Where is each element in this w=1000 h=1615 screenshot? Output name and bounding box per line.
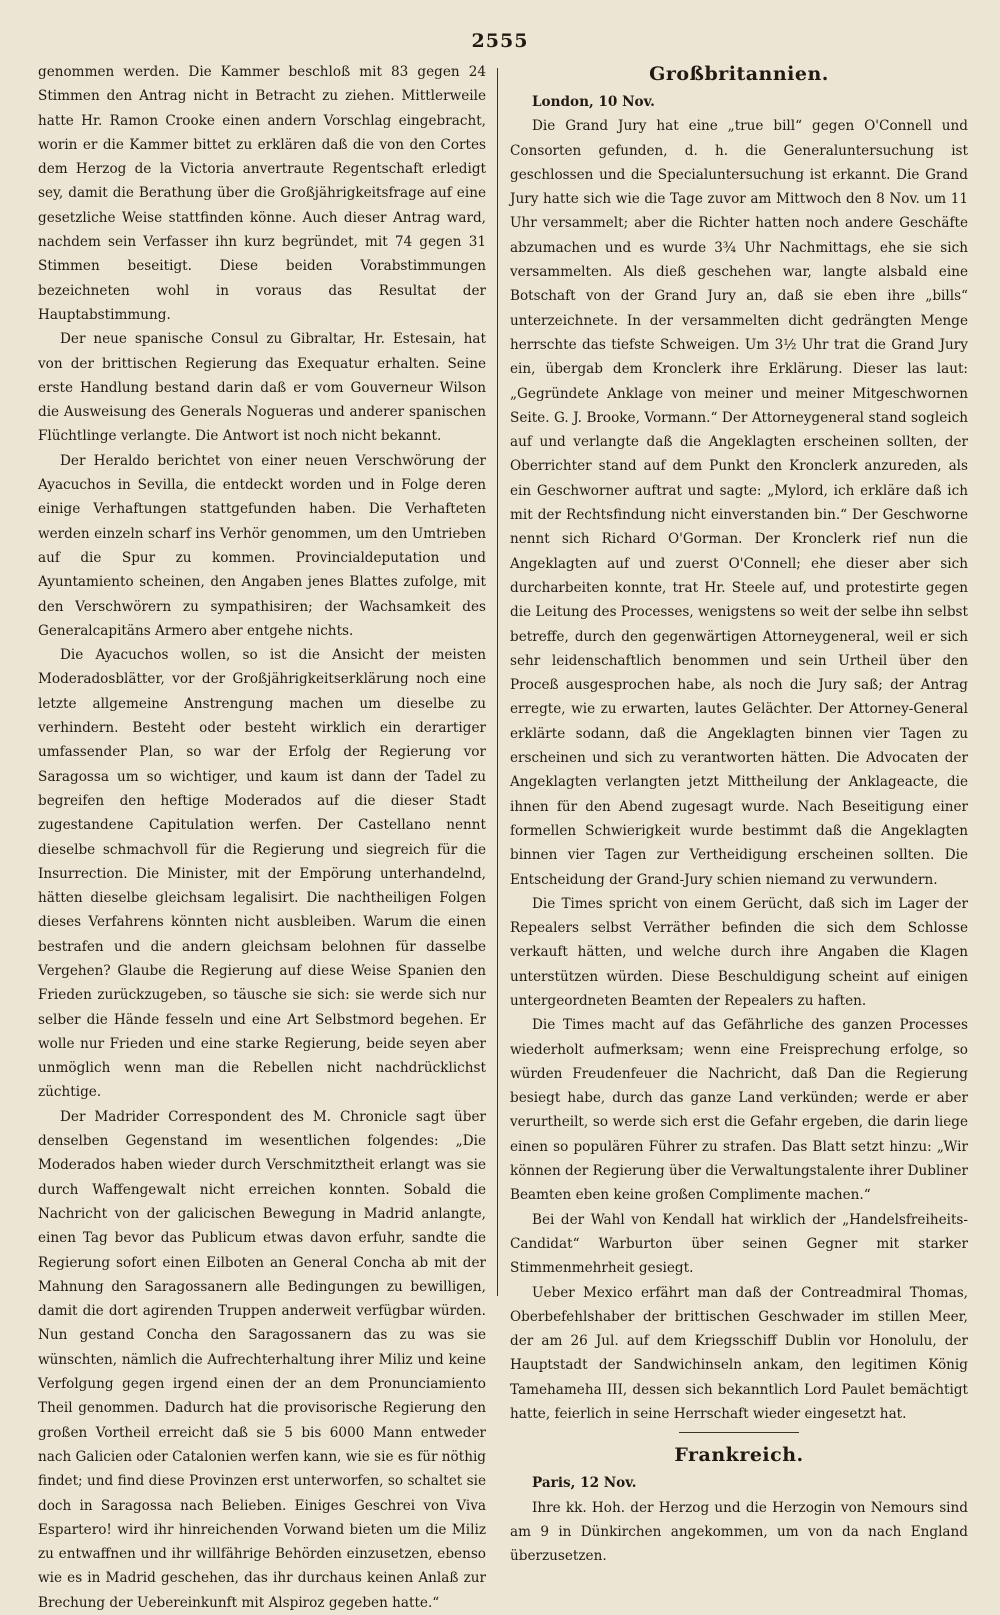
article-paragraph: Die Ayacuchos wollen, so ist die Ansicht der meisten Moderadosblätter, vor der Großjährigkeitserklärung noch eine letzte allgemeine Anstrengung machen um dieselbe zu verhindern. Besteht oder besteht wirklich ein derartiger umfassender Plan, so war der Erfolg der Regierung vor Saragossa um so wichtiger, und kaum ist dann der Tadel zu begreifen den heftige Moderados auf die dieser Stadt zugestandene Capitulation werfen. Der Castellano nennt dieselbe schmachvoll für die Regierung und siegreich für die Insurrection. Die Minister, mit der Empörung unterhandelnd, hätten dieselbe gleichsam legalisirt. Die nachtheiligen Folgen dieses Verfahrens könnten nicht ausbleiben. Warum die einen bestrafen und die andern gleichsam belohnen für dasselbe Vergehen? Glaube die Regierung auf diese Weise Spanien den Frieden zurückzugeben, so täusche sie sich: sie werde sich nur selber die Hände fesseln und eine Art Selbstmord begehen. Er wolle nur Frieden und eine starke Regierung, beide seyen aber unmöglich wenn man die Rebellen nicht nachdrücklichst züchtige. <box>38 647 486 1101</box>
dateline-london: London, 10 Nov. <box>532 94 655 110</box>
article-paragraph: Die Times macht auf das Gefährliche des ganzen Processes wiederholt aufmerksam; wenn eine Freisprechung erfolge, so würden Freudenfeuer die Nachricht, daß Dan die Regierung besiegt habe, durch das ganze Land verkünden; werde er aber verurtheilt, so werde sich erst die Gefahr ergeben, die darin liege einen so populären Führer zu strafen. Das Blatt setzt hinzu: „Wir können der Regierung über die Verwaltungstalente ihrer Dubliner Beamten eben keine großen Complimente machen.“ <box>510 1017 968 1204</box>
article-paragraph: Der Madrider Correspondent des M. Chronicle sagt über denselben Gegenstand im wesentlichen folgendes: „Die Moderados haben wieder durch Verschmitztheit erlangt was sie durch Waffengewalt nicht erreichen konnten. Sobald die Nachricht von der galicischen Bewegung in Madrid anlangte, einen Tag bevor das Publicum etwas davon erfuhr, sandte die Regierung sofort einen Eilboten an General Concha ab mit der Mahnung den Saragossanern alle Bedingungen zu bewilligen, damit die dort agirenden Truppen anderweit verfügbar würden. Nun gestand Concha den Saragossanern das zu was sie wünschten, nämlich die Aufrechterhaltung ihrer Miliz und keine Verfolgung gegen irgend einen der an dem Pronunciamiento Theil genommen. Dadurch hat die provisorische Regierung den großen Vortheil erreicht daß sie 5 bis 6000 Mann entweder nach Galicien oder Catalonien werfen kann, wie sie es für nöthig findet; und find diese Provinzen erst unterworfen, so schaltet sie doch in Saragossa nach Belieben. Einiges Geschrei von Viva Espartero! wird ihr hinreichenden Vorwand bieten um die Miliz zu entwaffnen und ihr willfährige Behörden einzusetzen, ebenso wie es in Madrid geschehen, das ihr durchaus keinen Anlaß zur Brechung der Uebereinkunft mit Alspiroz gegeben hatte.“ <box>38 1108 486 1611</box>
article-paragraph: Ihre kk. Hoh. der Herzog und die Herzogin von Nemours sind am 9 in Dünkirchen angekommen, um von da nach England überzusetzen. <box>510 1499 968 1565</box>
article-paragraph: Ueber Mexico erfährt man daß der Contreadmiral Thomas, Oberbefehlshaber der brittischen Geschwader im stillen Meer, der am 26 Jul. auf dem Kriegsschiff Dublin vor Honolulu, der Hauptstadt der Sandwichinseln ankam, den legitimen König Tamehameha III, dessen sich bekanntlich Lord Paulet bemächtigt hatte, feierlich in seine Herrschaft wieder eingesetzt hat. <box>510 1284 968 1423</box>
article-paragraph: genommen werden. Die Kammer beschloß mit 83 gegen 24 Stimmen den Antrag nicht in Betracht zu ziehen. Mittlerweile hatte Hr. Ramon Crooke einen andern Vorschlag eingebracht, worin er die Kammer bittet zu erklären daß die von den Cortes dem Herzog de la Victoria anvertraute Regentschaft erledigt sey, damit die Berathung über die Großjährigkeitsfrage auf eine gesetzliche Weise stattfinden könne. Auch dieser Antrag ward, nachdem sein Verfasser ihn kurz begründet, mit 74 gegen 31 Stimmen beseitigt. Diese beiden Vorabstimmungen bezeichneten wohl in voraus das Resultat der Hauptabstimmung. <box>38 64 486 323</box>
section-heading-france: Frankreich. <box>674 1444 804 1467</box>
section-divider <box>679 1432 799 1433</box>
section-heading-britain: Großbritannien. <box>649 63 829 85</box>
page-number: 2555 <box>471 30 529 52</box>
article-paragraph: Die Grand Jury hat eine „true bill“ gegen O'Connell und Consorten gefunden, d. h. die Generaluntersuchung ist geschlossen und die Specialuntersuchung ist erkannt. Die Grand Jury hatte sich wie die Tage zuvor am Mittwoch den 8 Nov. um 11 Uhr versammelt; aber die Richter hatten noch andere Geschäfte abzumachen und es wurde 3¾ Uhr Nachmittags, ehe sie sich versammelten. Als dieß geschehen war, langte alsbald eine Botschaft von der Grand Jury an, daß sie eben ihre „bills“ unterzeichnete. In der versammelten dicht gedrängten Menge herrschte das tiefste Schweigen. Um 3½ Uhr trat die Grand Jury ein, übergab dem Kronclerk ihre Erklärung. Dieser las laut: „Gegründete Anklage von meiner und meiner Mitgeschwornen Seite. G. J. Brooke, Vormann.“ Der Attorneygeneral stand sogleich auf und verlangte daß die Angeklagten erscheinen sollten, der Oberrichter stand auf dem Punkt den Kronclerk anzureden, als ein Geschworner auftrat und sagte: „Mylord, ich erkläre daß ich mit der Rechtsfindung nicht einverstanden bin.“ Der Geschworne nennt sich Richard O'Gorman. Der Kronclerk rief nun die Angeklagten auf und zuerst O'Connell; ehe dieser aber sich durcharbeiten konnte, trat Hr. Steele auf, und protestirte gegen die Leitung des Processes, wenigstens so weit der selbe ihn selbst betreffe, durch den gegenwärtigen Attorneygeneral, weil er sich sehr leidenschaftlich benommen und sein Urtheil über den Proceß ausgesprochen habe, als noch die Jury saß; der Antrag erregte, wie zu erwarten, lautes Gelächter. Der Attorney-General erklärte sodann, daß die Angeklagten binnen vier Tagen zu erscheinen und sich zu verantworten hätten. Die Advocaten der Angeklagten verlangten jetzt Mittheilung der Anklageacte, die ihnen für den Abend zugesagt wurde. Nach Beseitigung einer formellen Schwierigkeit wurde bestimmt daß die Angeklagten binnen vier Tagen zur Vertheidigung erscheinen sollten. Die Entscheidung der Grand-Jury schien niemand zu verwundern. <box>510 118 968 888</box>
article-paragraph: Die Times spricht von einem Gerücht, daß sich im Lager der Repealers selbst Verräther befinden die sich dem Schlosse verkauft hätten, und welche durch ihre Angaben die Klagen unterstützen würden. Diese Beschuldigung scheint auf einigen untergeordneten Beamten der Repealers zu haften. <box>510 895 968 1009</box>
dateline-paris: Paris, 12 Nov. <box>532 1475 637 1492</box>
article-paragraph: Der neue spanische Consul zu Gibraltar, Hr. Estesain, hat von der brittischen Regierung das Exequatur erhalten. Seine erste Handlung bestand darin daß er vom Gouverneur Wilson die Ausweisung des Generals Nogueras und anderer spanischen Flüchtlinge verlangte. Die Antwort ist noch nicht bekannt. <box>38 331 486 445</box>
left-column <box>38 60 486 1611</box>
article-paragraph: Der Heraldo berichtet von einer neuen Verschwörung der Ayacuchos in Sevilla, die entdeckt worden und in Folge deren einige Verhaftungen stattgefunden haben. Die Verhafteten werden einzeln scharf ins Verhör genommen, um den Umtrieben auf die Spur zu kommen. Provincialdeputation und Ayuntamiento scheinen, den Angaben jenes Blattes zufolge, mit den Verschwörern zu sympathisiren; der Wachsamkeit des Generalcapitäns Armero aber entgehe nichts. <box>38 452 486 639</box>
column-divider <box>497 68 498 1296</box>
right-column <box>510 60 968 1565</box>
article-paragraph: Bei der Wahl von Kendall hat wirklich der „Handelsfreiheits-Candidat“ Warburton über seinen Gegner mit starker Stimmenmehrheit gesiegt. <box>510 1211 968 1277</box>
